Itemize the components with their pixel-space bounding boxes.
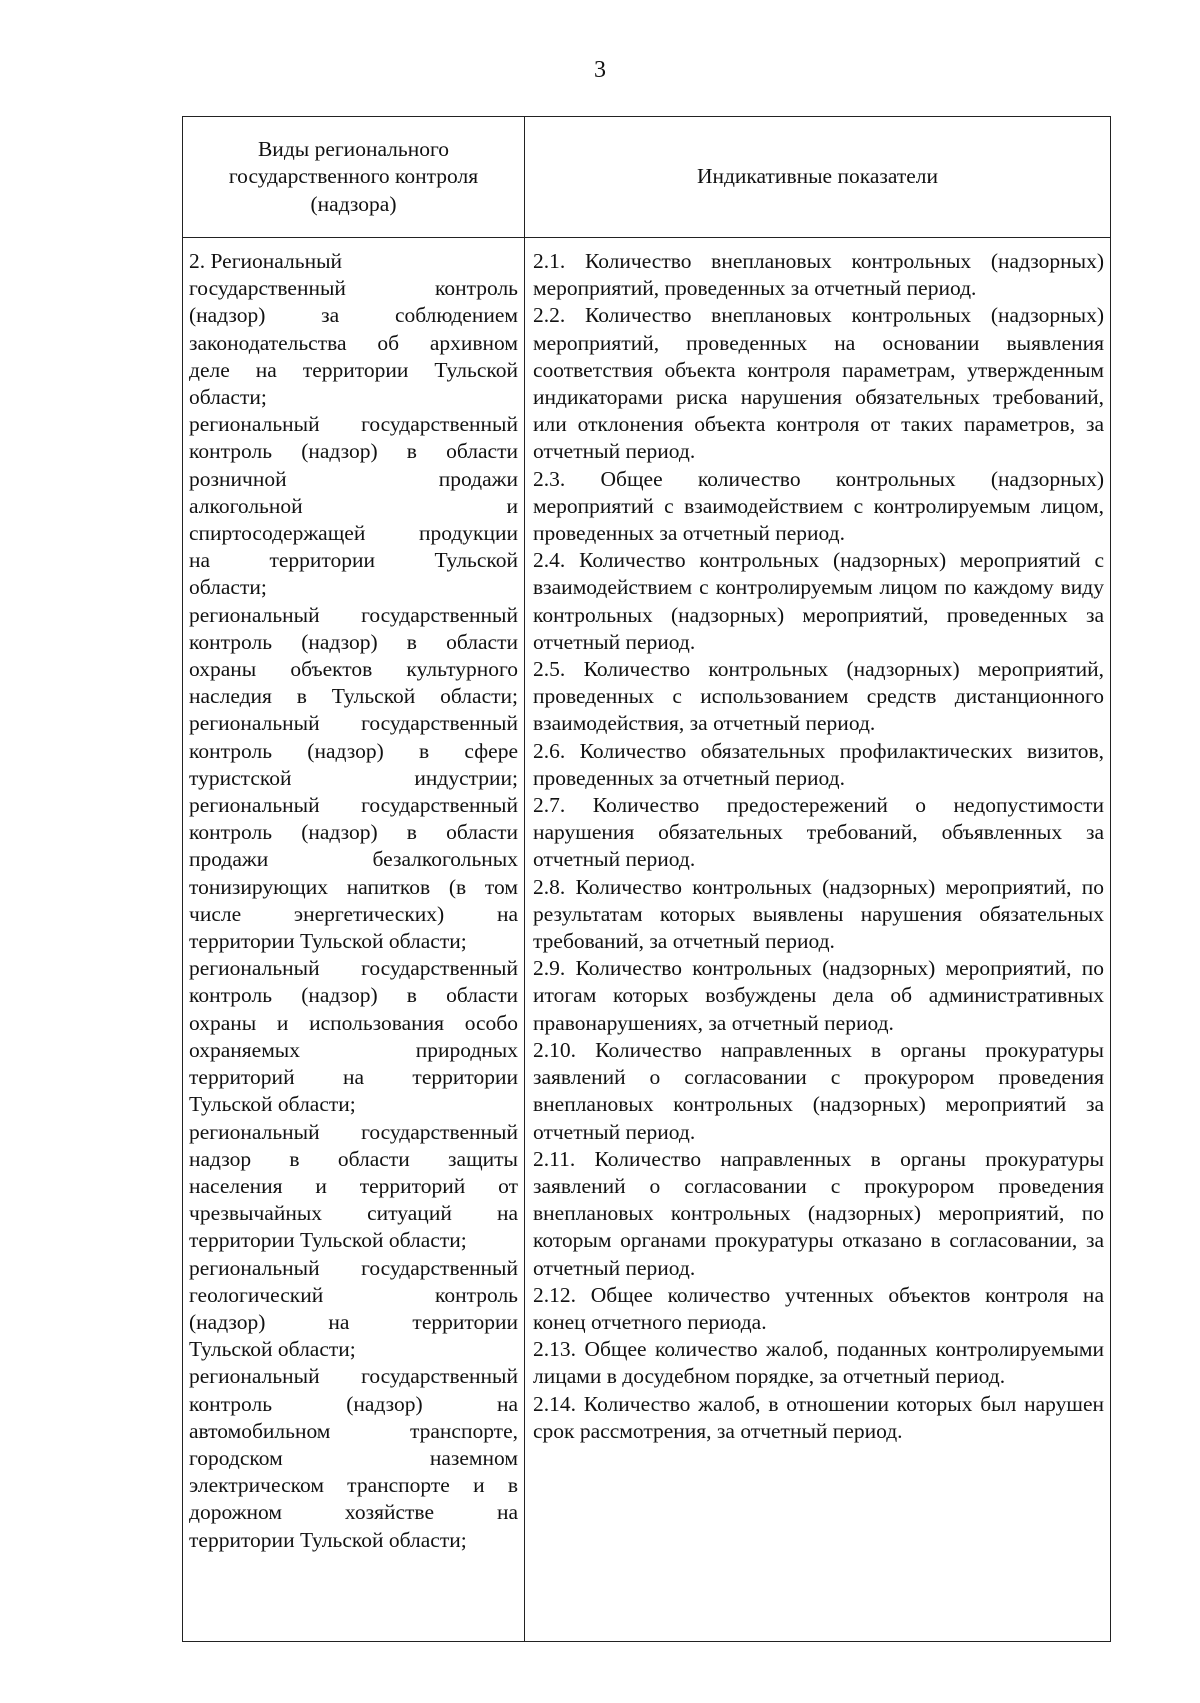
control-type-line: надзор в области защиты: [189, 1146, 518, 1171]
control-type-line: контроль (надзор) в области: [189, 820, 518, 845]
table-row: [183, 238, 1111, 1642]
control-type-line: региональный государственный: [189, 956, 518, 981]
control-type-line: контроль (надзор) в области: [189, 983, 518, 1008]
control-type-line: 2. Региональный: [189, 249, 343, 273]
control-type-line: региональный государственный: [189, 412, 518, 437]
indicator-item: 2.11. Количество направленных в органы прокуратуры заявлений о согласовании с прокурором проведения внеплановых контрольных (надзорных) мероприятий, по которым органами прокуратуры отказано в согласовании, за отчетный период.: [533, 1146, 1104, 1280]
control-type-line: (надзор) за соблюдением: [189, 303, 518, 328]
control-type-line: государственный контроль: [189, 276, 518, 301]
control-type-line: региональный государственный: [189, 711, 518, 736]
control-type-line: области;: [189, 575, 267, 600]
control-type-line: территории Тульской области;: [189, 1527, 467, 1552]
control-type-line: области;: [189, 385, 267, 410]
control-type-line: городском наземном: [189, 1445, 518, 1470]
control-type-line: наследия в Тульской области;: [189, 684, 518, 709]
indicator-item: 2.2. Количество внеплановых контрольных (надзорных) мероприятий, проведенных на основании выявления соответствия объекта контроля параметрам, утвержденным индикаторами риска нарушения обязательных требований, или отклонения объекта контроля от таких параметров, за отчетный период.: [533, 303, 1104, 464]
control-type-line: контроль (надзор) в сфере: [189, 738, 518, 763]
control-type-line: числе энергетических) на: [189, 901, 518, 926]
control-type-line: региональный государственный: [189, 1255, 518, 1280]
indicators-cell: [525, 238, 1111, 1642]
indicator-item: 2.5. Количество контрольных (надзорных) мероприятий, проведенных с использованием средств дистанционного взаимодействия, за отчетный период.: [533, 657, 1104, 736]
control-type-line: спиртосодержащей продукции: [189, 521, 518, 546]
control-type-line: Тульской области;: [189, 1092, 356, 1117]
control-type-line: геологический контроль: [189, 1282, 518, 1307]
control-type-line: дорожном хозяйстве на: [189, 1500, 518, 1525]
table-header-row: [183, 117, 1111, 238]
control-type-line: туристской индустрии;: [189, 765, 518, 790]
indicator-item: 2.3. Общее количество контрольных (надзорных) мероприятий с взаимодействием с контролируемым лицом, проведенных за отчетный период.: [533, 466, 1104, 546]
indicator-item: 2.7. Количество предостережений о недопустимости нарушения обязательных требований, объявленных за отчетный период.: [533, 793, 1104, 872]
indicator-item: 2.8. Количество контрольных (надзорных) мероприятий, по результатам которых выявлены нарушения обязательных требований, за отчетный период.: [533, 874, 1104, 954]
indicator-item: 2.6. Количество обязательных профилактических визитов, проведенных за отчетный период.: [533, 738, 1104, 790]
control-type-line: электрическом транспорте и в: [189, 1473, 518, 1498]
header-indicators: Индикативные показатели: [525, 117, 1111, 238]
control-type-line: охраняемых природных: [189, 1037, 518, 1062]
indicator-item: 2.9. Количество контрольных (надзорных) мероприятий, по итогам которых возбуждены дела об административных правонарушениях, за отчетный период.: [533, 956, 1104, 1035]
page-number: 3: [594, 57, 606, 83]
control-type-line: чрезвычайных ситуаций на: [189, 1201, 518, 1226]
control-type-line: на территории Тульской: [189, 548, 518, 573]
indicator-item: 2.14. Количество жалоб, в отношении которых был нарушен срок рассмотрения, за отчетный период.: [533, 1391, 1104, 1443]
control-type-line: контроль (надзор) в области: [189, 439, 518, 464]
indicator-item: 2.12. Общее количество учтенных объектов контроля на конец отчетного периода.: [533, 1282, 1104, 1334]
control-type-line: региональный государственный: [189, 1119, 518, 1144]
header-control-types: Виды регионального государственного контроля (надзора): [183, 117, 525, 238]
control-type-line: охраны объектов культурного: [189, 657, 518, 682]
control-type-line: (надзор) на территории: [189, 1309, 518, 1334]
control-type-line: региональный государственный: [189, 602, 518, 627]
indicators-table: [182, 116, 1111, 1642]
control-type-line: продажи безалкогольных: [189, 847, 518, 872]
control-type-line: алкогольной и: [189, 493, 518, 518]
indicator-item: 2.13. Общее количество жалоб, поданных контролируемыми лицами в досудебном порядке, за отчетный период.: [533, 1337, 1104, 1389]
control-type-line: охраны и использования особо: [189, 1010, 518, 1035]
control-type-line: региональный государственный: [189, 793, 518, 818]
control-type-line: автомобильном транспорте,: [189, 1418, 518, 1443]
control-type-line: тонизирующих напитков (в том: [189, 874, 518, 899]
indicator-item: 2.10. Количество направленных в органы прокуратуры заявлений о согласовании с прокурором проведения внеплановых контрольных (надзорных) мероприятий за отчетный период.: [533, 1037, 1104, 1144]
indicator-item: 2.1. Количество внеплановых контрольных (надзорных) мероприятий, проведенных за отчетный период.: [533, 249, 1104, 301]
control-types-cell: [183, 238, 525, 1642]
control-type-line: региональный государственный: [189, 1364, 518, 1389]
control-type-line: контроль (надзор) на: [189, 1391, 518, 1416]
control-type-line: территории Тульской области;: [189, 929, 467, 954]
control-type-line: контроль (надзор) в области: [189, 629, 518, 654]
control-type-line: розничной продажи: [189, 466, 518, 491]
control-type-line: законодательства об архивном: [189, 330, 518, 355]
control-type-line: территории Тульской области;: [189, 1228, 467, 1253]
indicator-item: 2.4. Количество контрольных (надзорных) мероприятий с взаимодействием с контролируемым лицом по каждому виду контрольных (надзорных) мероприятий, проведенных за отчетный период.: [533, 548, 1104, 654]
control-type-line: территорий на территории: [189, 1065, 518, 1090]
control-type-line: Тульской области;: [189, 1337, 356, 1362]
control-type-line: деле на территории Тульской: [189, 357, 518, 382]
control-type-line: населения и территорий от: [189, 1173, 518, 1198]
